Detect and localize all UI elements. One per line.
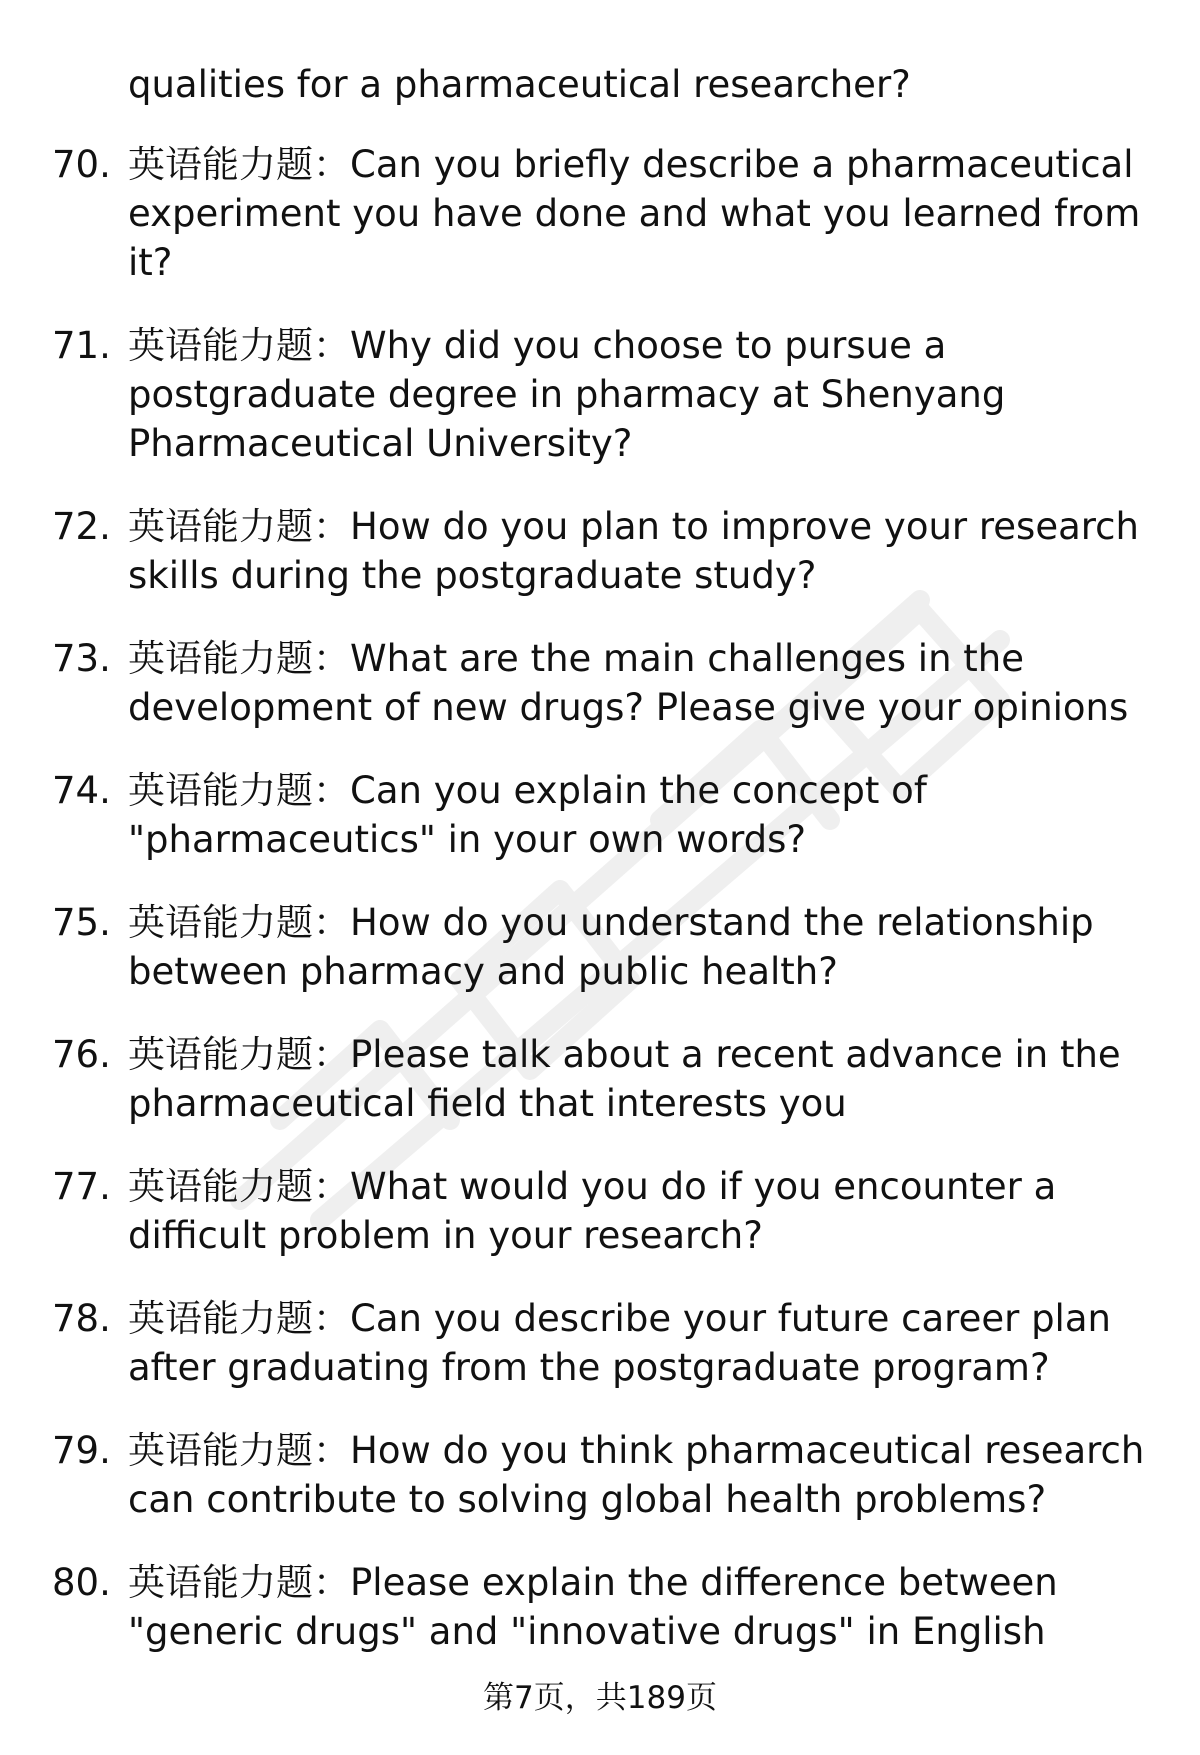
question-item [0, 1030, 1200, 1128]
question-tag: 英语能力题： [128, 901, 350, 944]
question-number: 71. [52, 324, 111, 367]
page-footer: 第7页，共189页 [483, 1680, 717, 1716]
question-text [128, 1426, 1158, 1524]
question-number: 72. [52, 505, 111, 548]
question-item [0, 766, 1200, 864]
question-body: Please talk about a recent advance in the pharmaceutical field that interests you [128, 1033, 1121, 1125]
question-number: 80. [52, 1561, 111, 1604]
question-item [0, 1294, 1200, 1392]
question-item [0, 140, 1200, 287]
question-text [128, 1558, 1158, 1656]
question-body: What are the main challenges in the development of new drugs? Please give your opinions [128, 637, 1129, 729]
question-text [128, 766, 1158, 864]
question-number: 78. [52, 1297, 111, 1340]
question-text [128, 1030, 1158, 1128]
question-body: Can you describe your future career plan after graduating from the postgraduate program? [128, 1297, 1111, 1389]
question-text [128, 898, 1158, 996]
question-item [0, 1162, 1200, 1260]
question-body: What would you do if you encounter a difficult problem in your research? [128, 1165, 1057, 1257]
question-number: 73. [52, 637, 111, 680]
question-tag: 英语能力题： [128, 324, 350, 367]
question-item [0, 321, 1200, 468]
question-text [128, 1162, 1158, 1260]
question-list [0, 140, 1200, 1690]
question-item [0, 502, 1200, 600]
question-number: 70. [52, 143, 111, 186]
question-tag: 英语能力题： [128, 769, 350, 812]
question-body: How do you understand the relationship between pharmacy and public health? [128, 901, 1094, 993]
question-body: How do you plan to improve your research skills during the postgraduate study? [128, 505, 1139, 597]
question-tag: 英语能力题： [128, 1297, 350, 1340]
question-tag: 英语能力题： [128, 1429, 350, 1472]
question-item [0, 1558, 1200, 1656]
question-number: 79. [52, 1429, 111, 1472]
question-item [0, 634, 1200, 732]
question-item [0, 898, 1200, 996]
question-text [128, 321, 1158, 468]
question-text [128, 1294, 1158, 1392]
question-text [128, 634, 1158, 732]
question-number: 76. [52, 1033, 111, 1076]
question-tag: 英语能力题： [128, 1165, 350, 1208]
question-body: Can you explain the concept of "pharmaceutics" in your own words? [128, 769, 927, 861]
question-tag: 英语能力题： [128, 1033, 350, 1076]
question-text [128, 140, 1158, 287]
question-tag: 英语能力题： [128, 637, 350, 680]
question-body: Please explain the difference between "generic drugs" and "innovative drugs" in English [128, 1561, 1058, 1653]
question-text [128, 502, 1158, 600]
question-number: 74. [52, 769, 111, 812]
question-body: Why did you choose to pursue a postgraduate degree in pharmacy at Shenyang Pharmaceutical University? [128, 324, 1006, 465]
question-tag: 英语能力题： [128, 1561, 350, 1604]
question-body: Can you briefly describe a pharmaceutical experiment you have done and what you learned from it? [128, 143, 1141, 284]
question-tag: 英语能力题： [128, 143, 350, 186]
question-number: 77. [52, 1165, 111, 1208]
question-item [0, 1426, 1200, 1524]
question-number: 75. [52, 901, 111, 944]
question-tag: 英语能力题： [128, 505, 350, 548]
continuation-text: qualities for a pharmaceutical researcher? [128, 63, 911, 106]
question-body: How do you think pharmaceutical research can contribute to solving global health problems? [128, 1429, 1145, 1521]
